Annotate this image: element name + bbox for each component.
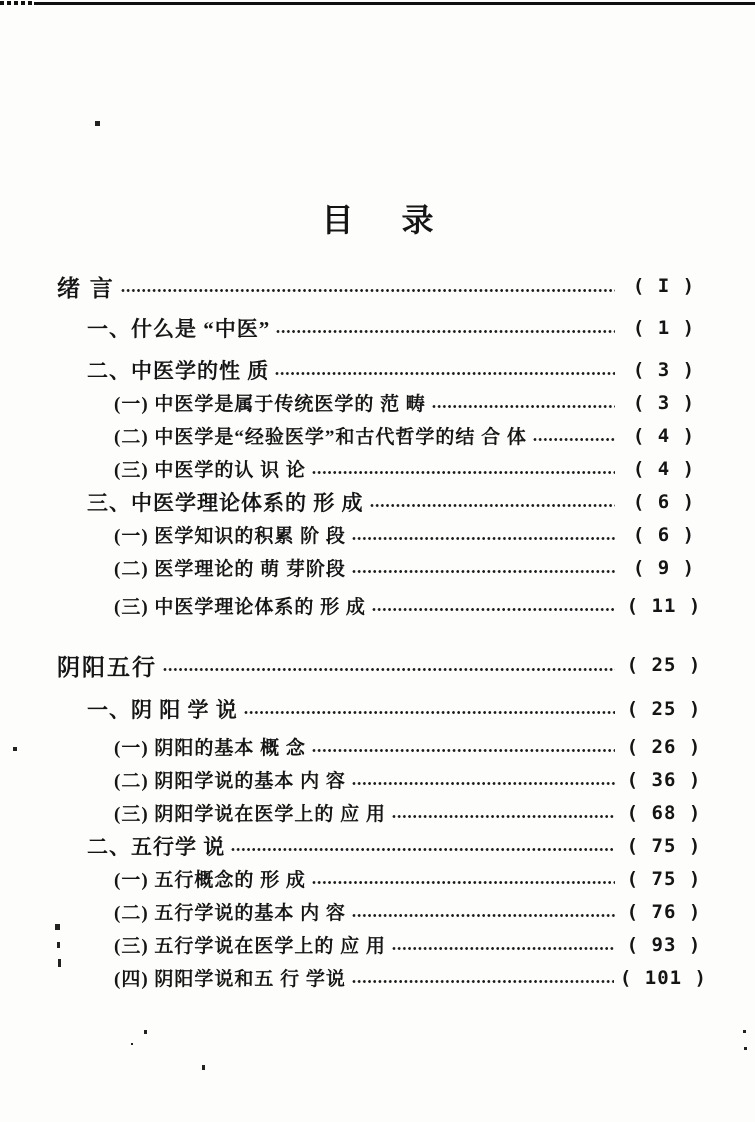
dot-leader bbox=[163, 667, 615, 672]
toc-page-number: ( 4 ) bbox=[632, 457, 696, 480]
dot-leader bbox=[533, 437, 615, 442]
dot-leader bbox=[352, 781, 615, 786]
dot-leader bbox=[392, 946, 615, 951]
dot-leader bbox=[352, 979, 614, 984]
toc-entry-label: (三) 中医学理论体系的 形 成 bbox=[114, 597, 366, 618]
toc-page-number: ( 101 ) bbox=[619, 966, 707, 989]
toc-row bbox=[57, 268, 707, 304]
toc-row bbox=[57, 730, 707, 763]
toc-entry-label: (三) 中医学的认 识 论 bbox=[114, 460, 306, 481]
toc-page-number: ( I ) bbox=[632, 275, 696, 297]
dot-leader bbox=[352, 569, 615, 574]
toc-page-number: ( 36 ) bbox=[626, 768, 702, 791]
toc-row bbox=[57, 647, 707, 683]
dot-leader bbox=[276, 329, 615, 334]
dot-leader bbox=[312, 470, 615, 475]
toc-page-number: ( 25 ) bbox=[626, 654, 702, 676]
toc-page-number: ( 9 ) bbox=[632, 556, 696, 579]
toc-row bbox=[57, 829, 707, 862]
scan-speck bbox=[202, 1065, 205, 1070]
toc-row bbox=[57, 763, 707, 796]
toc-row bbox=[57, 452, 707, 485]
toc-row bbox=[57, 895, 707, 928]
toc-page-number: ( 75 ) bbox=[626, 867, 702, 890]
toc-row bbox=[57, 961, 707, 994]
page-title-char: 目 bbox=[321, 202, 354, 238]
toc-entry-label: (三) 阴阳学说在医学上的 应 用 bbox=[114, 804, 386, 825]
scan-speck bbox=[743, 1030, 746, 1033]
dot-leader bbox=[244, 710, 615, 715]
dot-leader bbox=[275, 371, 615, 376]
toc-row bbox=[57, 518, 707, 551]
toc-page-number: ( 6 ) bbox=[632, 490, 696, 513]
toc-row bbox=[57, 311, 707, 344]
toc-page-number: ( 68 ) bbox=[626, 801, 702, 824]
toc-entry-label: (一) 中医学是属于传统医学的 范 畴 bbox=[114, 394, 426, 415]
toc-entry-label: (二) 阴阳学说的基本 内 容 bbox=[114, 771, 346, 792]
toc-page-number: ( 93 ) bbox=[626, 933, 702, 956]
scan-speck bbox=[744, 1047, 747, 1050]
toc-entry-label: (二) 中医学是“经验医学”和古代哲学的结 合 体 bbox=[114, 427, 527, 448]
toc-entry-label: (三) 五行学说在医学上的 应 用 bbox=[114, 936, 386, 957]
dot-leader bbox=[121, 288, 615, 293]
scan-speck bbox=[95, 121, 100, 126]
toc-entry-label: 二、五行学 说 bbox=[87, 834, 226, 859]
toc-entry-label: (一) 医学知识的积累 阶 段 bbox=[114, 526, 346, 547]
toc-page-number: ( 6 ) bbox=[632, 523, 696, 546]
toc-entry-label: 一、阴 阳 学 说 bbox=[87, 697, 238, 722]
scan-top-dashes bbox=[0, 1, 32, 5]
toc-page-number: ( 3 ) bbox=[632, 358, 696, 381]
toc-page-number: ( 3 ) bbox=[632, 391, 696, 414]
toc-row bbox=[57, 928, 707, 961]
dot-leader bbox=[432, 404, 615, 409]
toc-entry-label: (一) 阴阳的基本 概 念 bbox=[114, 738, 306, 759]
toc-row bbox=[57, 589, 707, 622]
toc-entry-label: (二) 医学理论的 萌 芽阶段 bbox=[114, 559, 346, 580]
toc-page-number: ( 75 ) bbox=[626, 834, 702, 857]
dot-leader bbox=[392, 814, 615, 819]
scan-speck bbox=[13, 747, 17, 751]
toc-row bbox=[57, 692, 707, 725]
toc-page-number: ( 1 ) bbox=[632, 316, 696, 339]
dot-leader bbox=[352, 913, 615, 918]
toc-row bbox=[57, 485, 707, 518]
toc-entry-label: 绪 言 bbox=[57, 275, 115, 301]
dot-leader bbox=[352, 536, 615, 541]
toc-row bbox=[57, 386, 707, 419]
dot-leader bbox=[312, 880, 615, 885]
toc-entry-label: 阴阳五行 bbox=[57, 654, 157, 680]
scan-top-line bbox=[34, 2, 755, 5]
toc-row bbox=[57, 862, 707, 895]
toc-row bbox=[57, 419, 707, 452]
toc-row bbox=[57, 551, 707, 584]
dot-leader bbox=[372, 607, 615, 612]
dot-leader bbox=[312, 748, 615, 753]
toc-entry-label: (四) 阴阳学说和五 行 学说 bbox=[114, 969, 346, 990]
toc-row bbox=[57, 796, 707, 829]
scan-speck bbox=[144, 1030, 147, 1034]
toc-page-number: ( 11 ) bbox=[626, 594, 702, 617]
toc-entry-label: 三、中医学理论体系的 形 成 bbox=[87, 490, 364, 515]
page-title-char: 录 bbox=[401, 202, 434, 238]
toc-page-number: ( 25 ) bbox=[626, 697, 702, 720]
toc-row bbox=[57, 353, 707, 386]
toc-entry-label: 二、中医学的性 质 bbox=[87, 358, 270, 383]
toc-page-number: ( 26 ) bbox=[626, 735, 702, 758]
dot-leader bbox=[370, 503, 616, 508]
scan-speck bbox=[131, 1043, 133, 1045]
toc-entry-label: (一) 五行概念的 形 成 bbox=[114, 870, 306, 891]
table-of-contents bbox=[57, 268, 707, 994]
dot-leader bbox=[231, 847, 615, 852]
toc-page-number: ( 76 ) bbox=[626, 900, 702, 923]
toc-entry-label: 一、什么是 “中医” bbox=[87, 316, 271, 341]
page-title bbox=[0, 202, 755, 238]
toc-entry-label: (二) 五行学说的基本 内 容 bbox=[114, 903, 346, 924]
toc-page-number: ( 4 ) bbox=[632, 424, 696, 447]
